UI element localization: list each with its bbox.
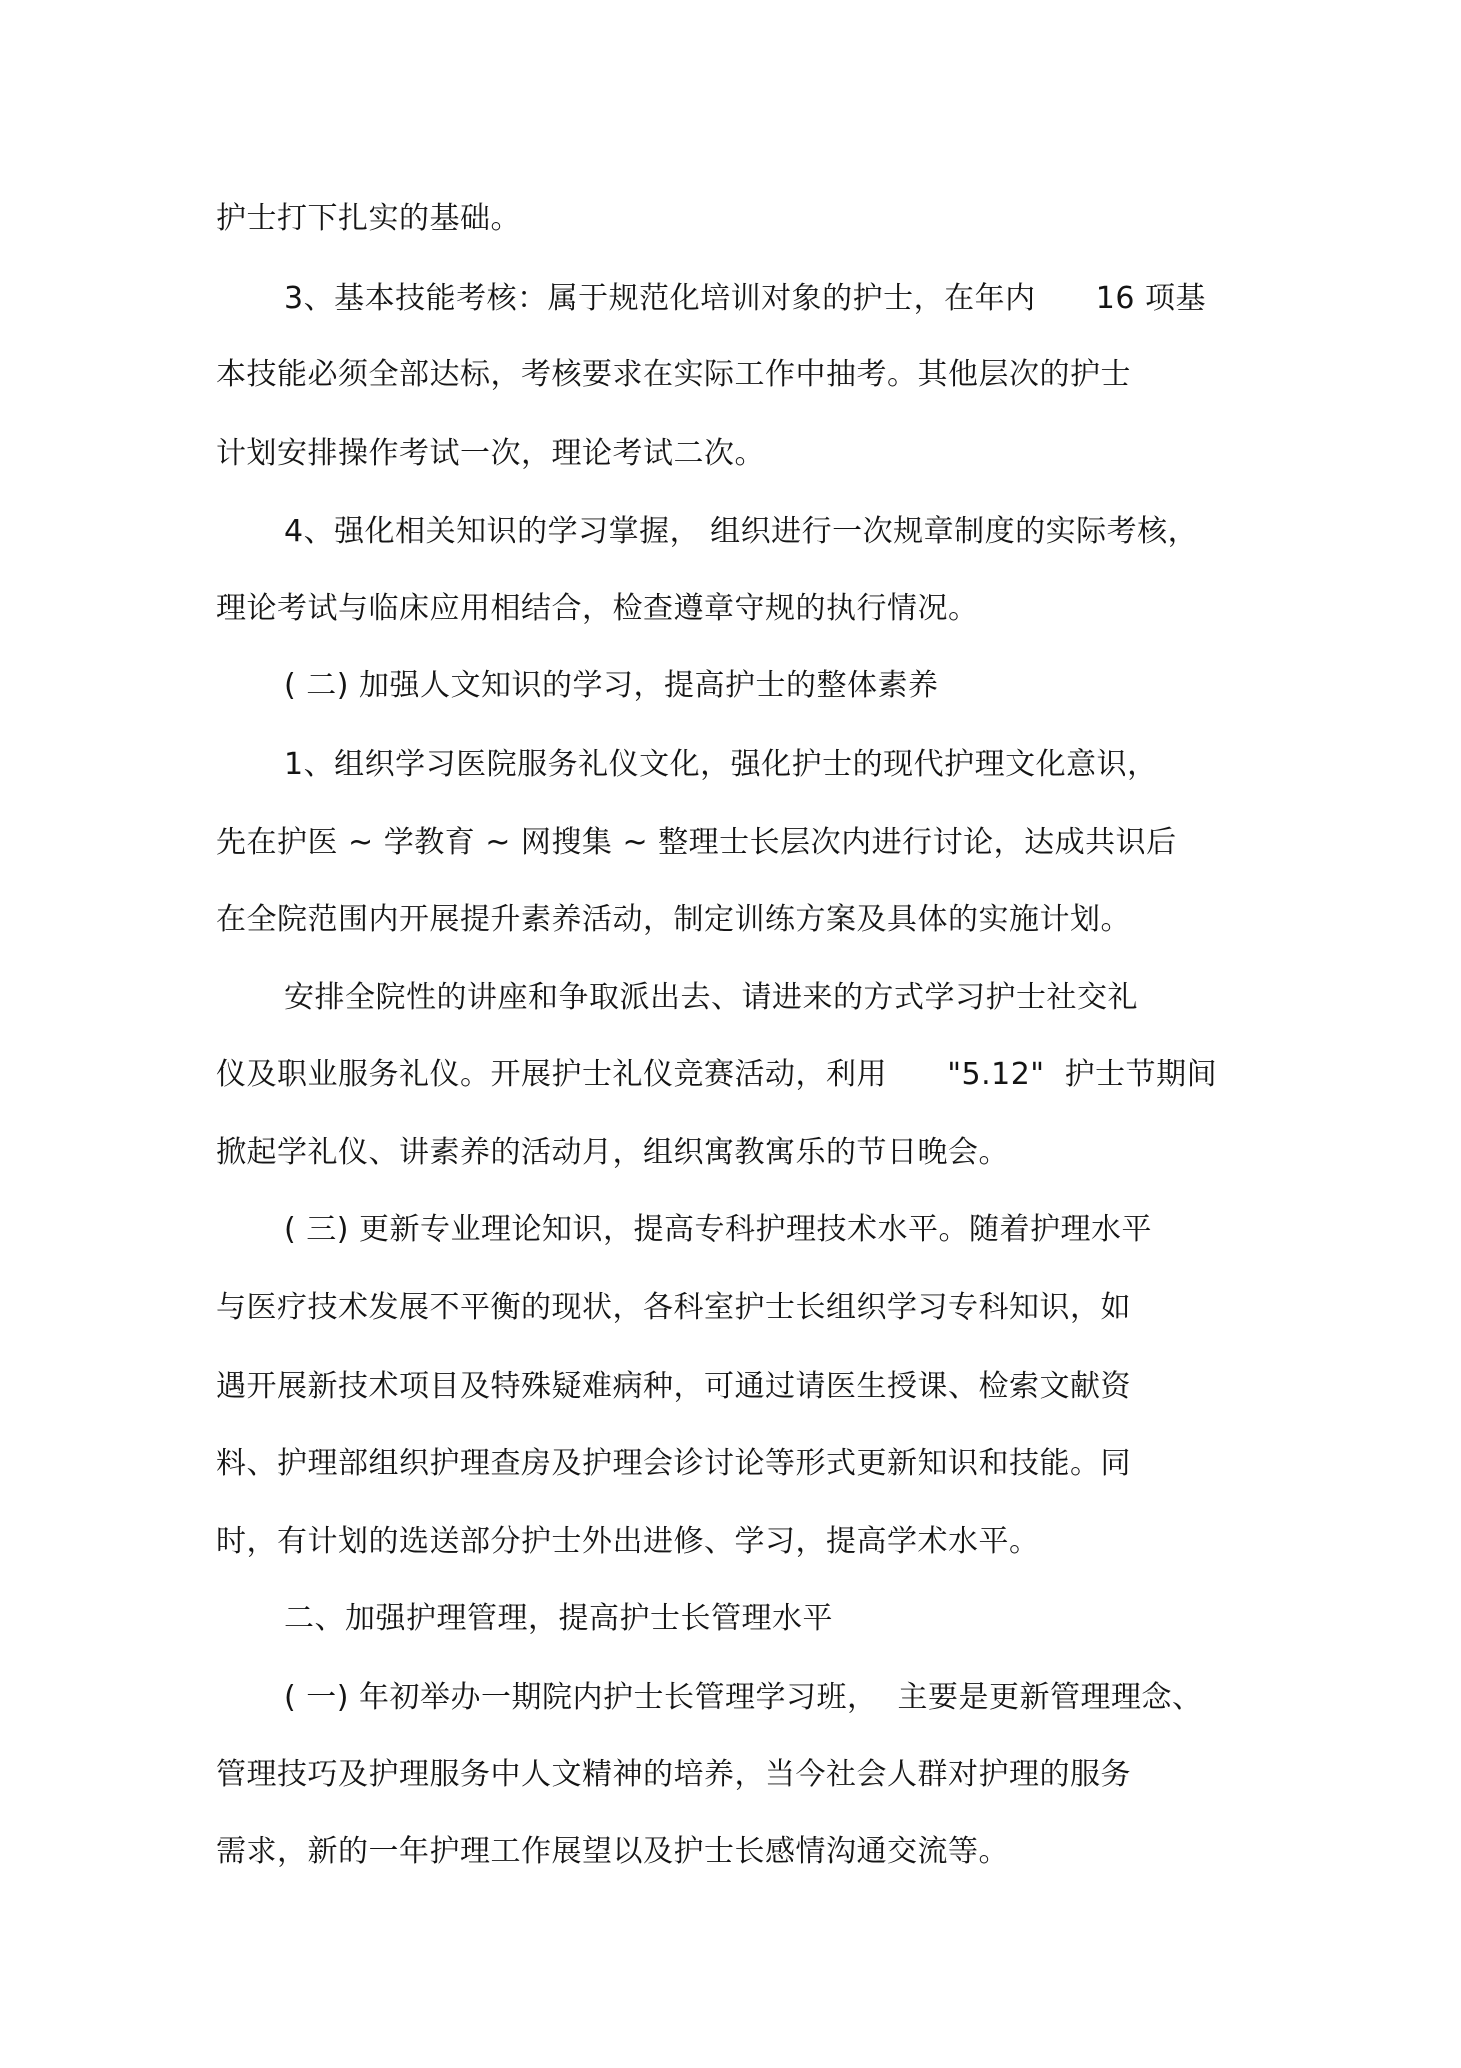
body-line: 时，有计划的选送部分护士外出进修、学习，提高学术水平。 bbox=[216, 1524, 1040, 1559]
body-line: 遇开展新技术项目及特殊疑难病种，可通过请医生授课、检索文献资 bbox=[216, 1369, 1131, 1404]
body-line: 与医疗技术发展不平衡的现状，各科室护士长组织学习专科知识，如 bbox=[216, 1290, 1131, 1325]
body-line: 先在护医 ~ 学教育 ~ 网搜集 ~ 整理士长层次内进行讨论，达成共识后 bbox=[216, 825, 1177, 860]
body-line: 料、护理部组织护理查房及护理会诊讨论等形式更新知识和技能。同 bbox=[216, 1446, 1131, 1481]
body-line: 在全院范围内开展提升素养活动，制定训练方案及具体的实施计划。 bbox=[216, 902, 1131, 937]
body-line: 4、强化相关知识的学习掌握， 组织进行一次规章制度的实际考核， bbox=[284, 514, 1199, 549]
section-heading: 二、加强护理管理，提高护士长管理水平 bbox=[284, 1601, 833, 1636]
body-line: 护士打下扎实的基础。 bbox=[216, 201, 521, 236]
body-line: 需求，新的一年护理工作展望以及护士长感情沟通交流等。 bbox=[216, 1834, 1009, 1869]
body-line: 仪及职业服务礼仪。开展护士礼仪竞赛活动，利用 "5.12" 护士节期间 bbox=[216, 1057, 1218, 1092]
body-line: 理论考试与临床应用相结合，检查遵章守规的执行情况。 bbox=[216, 591, 979, 626]
body-line: 本技能必须全部达标，考核要求在实际工作中抽考。其他层次的护士 bbox=[216, 357, 1131, 392]
section-heading: ( 二) 加强人文知识的学习，提高护士的整体素养 bbox=[284, 668, 939, 703]
body-line: 掀起学礼仪、讲素养的活动月，组织寓教寓乐的节日晚会。 bbox=[216, 1135, 1009, 1170]
body-line: ( 一) 年初举办一期院内护士长管理学习班， 主要是更新管理理念、 bbox=[284, 1680, 1203, 1715]
body-line: 管理技巧及护理服务中人文精神的培养，当今社会人群对护理的服务 bbox=[216, 1757, 1131, 1792]
body-line: 1、组织学习医院服务礼仪文化，强化护士的现代护理文化意识， bbox=[284, 747, 1158, 782]
body-line: 安排全院性的讲座和争取派出去、请进来的方式学习护士社交礼 bbox=[284, 980, 1138, 1015]
body-line: 3、基本技能考核：属于规范化培训对象的护士，在年内 16 项基 bbox=[284, 281, 1207, 316]
section-heading: ( 三) 更新专业理论知识，提高专科护理技术水平。随着护理水平 bbox=[284, 1212, 1152, 1247]
body-line: 计划安排操作考试一次，理论考试二次。 bbox=[216, 436, 765, 471]
